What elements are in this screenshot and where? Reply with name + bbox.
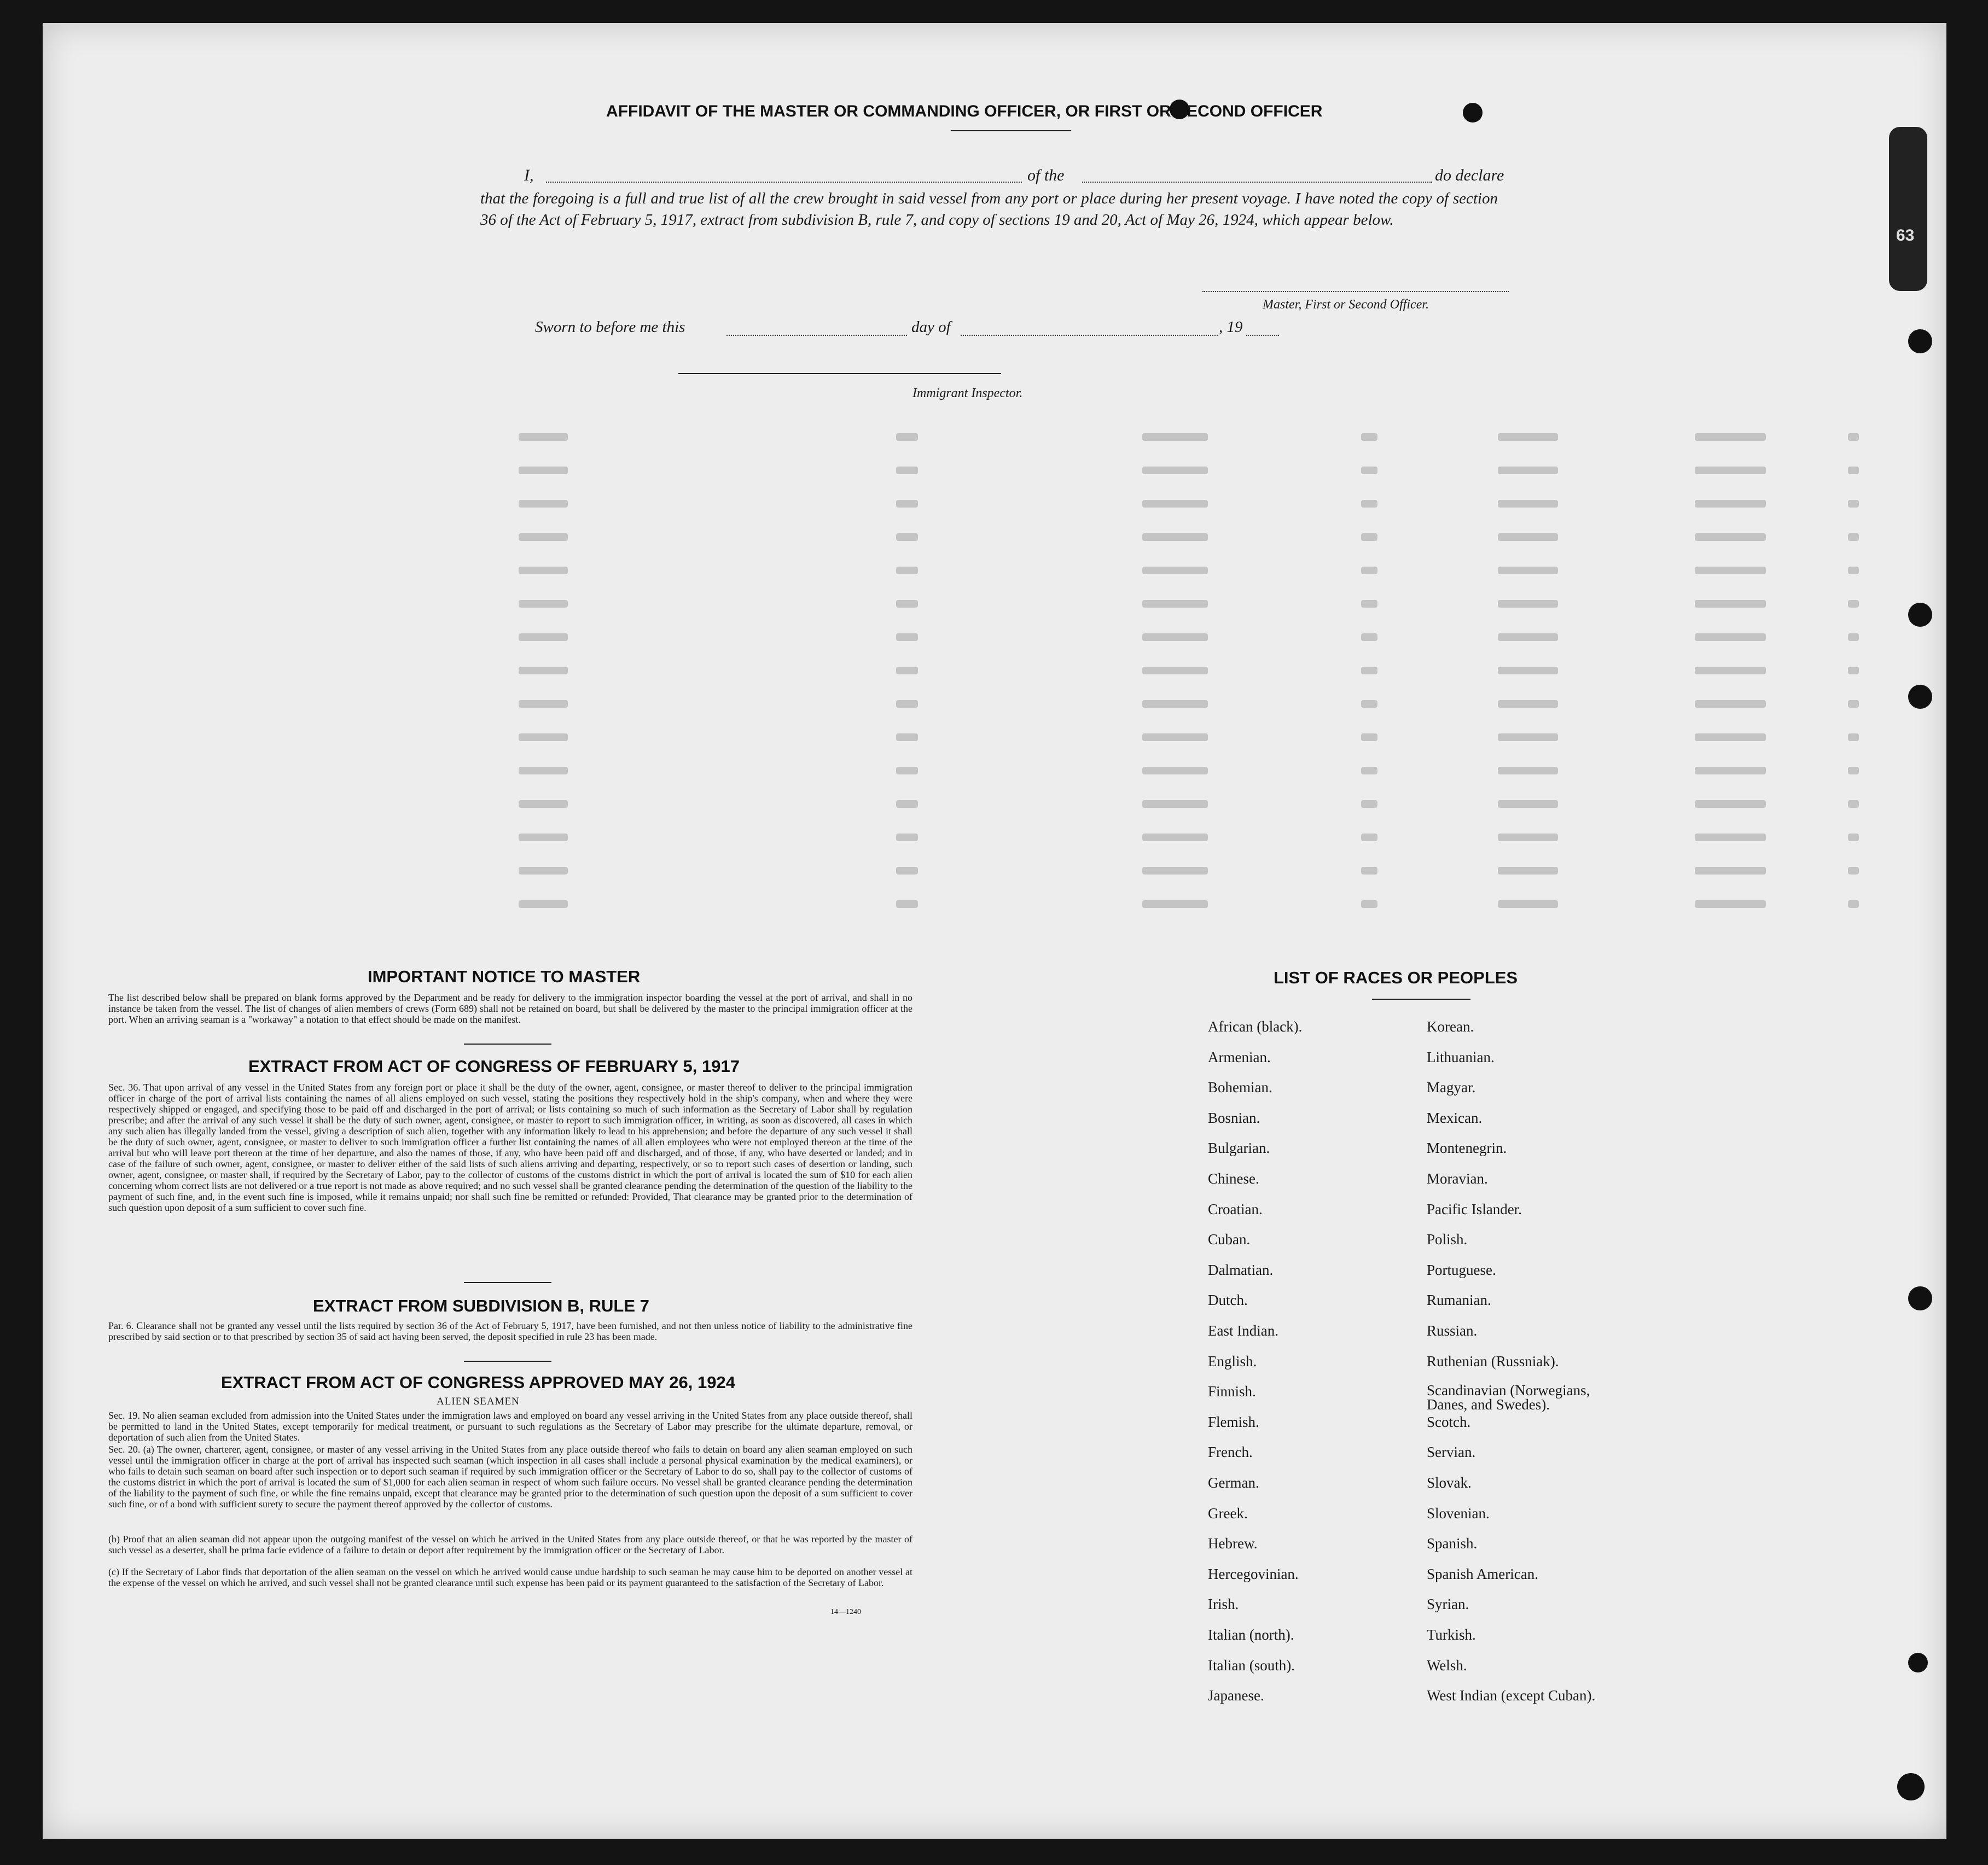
- punch-hole: [1908, 1286, 1932, 1310]
- bleed-through-mark: [519, 800, 568, 808]
- bleed-through-mark: [1695, 533, 1766, 541]
- bleed-through-mark: [519, 667, 568, 674]
- bleed-through-mark: [519, 567, 568, 574]
- race-item: Montenegrin.: [1427, 1140, 1507, 1157]
- notice-rule: [464, 1044, 551, 1045]
- bleed-through-mark: [896, 700, 918, 708]
- master-signature-field[interactable]: [1202, 291, 1509, 292]
- bleed-through-mark: [519, 834, 568, 841]
- bleed-through-mark: [519, 900, 568, 908]
- race-item: Hebrew.: [1208, 1535, 1258, 1552]
- bleed-through-mark: [1361, 433, 1377, 441]
- bleed-through-mark: [1361, 600, 1377, 608]
- page-number: 63: [1896, 226, 1915, 244]
- bleed-through-mark: [1695, 667, 1766, 674]
- bleed-through-mark: [1848, 867, 1859, 875]
- bleed-through-mark: [519, 767, 568, 774]
- bleed-through-mark: [1695, 467, 1766, 474]
- bleed-through-mark: [1142, 467, 1208, 474]
- bleed-through-mark: [1695, 433, 1766, 441]
- race-item: Italian (north).: [1208, 1627, 1294, 1643]
- bleed-through-mark: [1361, 800, 1377, 808]
- bleed-through-mark: [1498, 900, 1558, 908]
- form-number: 14—1240: [830, 1608, 861, 1616]
- race-item: French.: [1208, 1444, 1253, 1461]
- race-item: Bohemian.: [1208, 1079, 1272, 1096]
- bleed-through-mark: [1695, 600, 1766, 608]
- race-item: Slovenian.: [1427, 1505, 1490, 1522]
- race-item: Ruthenian (Russniak).: [1427, 1353, 1559, 1369]
- rule7-title: EXTRACT FROM SUBDIVISION B, RULE 7: [313, 1296, 649, 1315]
- bleed-through-mark: [1695, 767, 1766, 774]
- bleed-through-mark: [896, 467, 918, 474]
- race-item: Hercegovinian.: [1208, 1565, 1299, 1582]
- bleed-through-mark: [1695, 733, 1766, 741]
- bleed-through-mark: [1361, 567, 1377, 574]
- bleed-through-mark: [519, 700, 568, 708]
- races-rule: [1372, 999, 1470, 1000]
- bleed-through-mark: [1361, 900, 1377, 908]
- bleed-through-mark: [1498, 567, 1558, 574]
- bleed-through-mark: [1142, 900, 1208, 908]
- bleed-through-mark: [1142, 567, 1208, 574]
- race-item: English.: [1208, 1353, 1257, 1369]
- race-item: Dutch.: [1208, 1292, 1248, 1309]
- bleed-through-mark: [1848, 600, 1859, 608]
- race-item: Dalmatian.: [1208, 1261, 1274, 1278]
- document-sheet: [43, 23, 1946, 1839]
- bleed-through-mark: [1848, 567, 1859, 574]
- master-signature-label: Master, First or Second Officer.: [1263, 298, 1429, 312]
- punch-hole: [1908, 603, 1932, 627]
- act1917-body: Sec. 36. That upon arrival of any vessel in the United States from any foreign port or place it shall be the duty of the owner, agent, consignee, or master thereof to deliver to the principal immigration officer in charge of the port of arrival lists containing the names of all aliens employed on such vessel, stating the positions they respectively hold in the ship's company, when and where they were respectively shipped or engaged, and specifying those to be paid off and discharged in the port of arrival; or lists containing so much of such information as the Secretary of Labor shall by regulation prescribe; and after the arrival of any such vessel it shall be the duty of such owner, agent, consignee, or master to report to such immigration officer, in writing, as soon as discovered, all cases in which any such alien has illegally landed from the vessel, giving a description of such alien, together with any information likely to lead to his apprehension; and before the departure of any such vessel it shall be the duty of such owner, agent, consignee, or master to deliver to such immigration officer a further list containing the names of all alien employees who were not employed thereon at the time of the arrival but who will leave port thereon at the time of her departure, and also the names of those, if any, who have been paid off and discharged, and of those, if any, who have deserted or landed; and in case of the failure of such owner, agent, consignee, or master to deliver either of the said lists of such aliens arriving and departing, respectively, or so to report such cases of desertion or landing, such owner, agent, consignee, or master shall, if required by the Secretary of Labor, pay to the collector of customs of the customs district in which the port of arrival is located the sum of $10 for each alien concerning whom correct lists are not delivered or a true report is not made as above required; and no such vessel shall be granted clearance pending the determination of the question of the liability to the payment of such fine, and, in the event such fine is imposed, while it remains unpaid; nor shall such fine be remitted or refunded: Provided, That clearance may be granted prior to the determination of such question upon deposit of a sum sufficient to cover such fine.: [108, 1082, 912, 1213]
- race-item: Chinese.: [1208, 1170, 1259, 1187]
- act1924-sec20a: Sec. 20. (a) The owner, charterer, agent, consignee, or master of any vessel arriving in the United States from any place outside thereof who fails to detain on board any alien seaman employed on such vessel until the immigration officer in charge at the port of arrival has inspected such seaman (which inspection in all cases shall include a personal physical examination by the medical examiners), or who fails to detain such seaman on board after such inspection or to deport such seaman if required by such immigration officer or the Secretary of Labor to do so, shall pay to the collector of customs of the customs district in which the port of arrival is located the sum of $1,000 for each alien seaman in respect of whom such failure occurs. No vessel shall be granted clearance pending the determination of the liability to the payment of such fine, or while the fine remains unpaid, except that clearance may be granted prior to the determination of such question upon the deposit of a sum sufficient to cover such fine, or of a bond with sufficient surety to secure the payment thereof approved by the collector of customs.: [108, 1444, 912, 1510]
- bleed-through-mark: [1695, 700, 1766, 708]
- bleed-through-mark: [1695, 567, 1766, 574]
- affidavit-title: AFFIDAVIT OF THE MASTER OR COMMANDING OFFICER, OR FIRST OR SECOND OFFICER: [606, 102, 1323, 120]
- race-item: Finnish.: [1208, 1383, 1256, 1400]
- bleed-through-mark: [896, 567, 918, 574]
- race-item: Moravian.: [1427, 1170, 1488, 1187]
- sworn-label: Sworn to before me this: [535, 318, 685, 336]
- race-item: Korean.: [1427, 1018, 1474, 1035]
- bleed-through-mark: [1498, 667, 1558, 674]
- bleed-through-mark: [1142, 533, 1208, 541]
- bleed-through-mark: [1142, 433, 1208, 441]
- bleed-through-mark: [1142, 834, 1208, 841]
- bleed-through-mark: [896, 533, 918, 541]
- bleed-through-mark: [1361, 733, 1377, 741]
- rule7-body: Par. 6. Clearance shall not be granted any vessel until the lists required by section 36 of the Act of February 5, 1917, have been furnished, and not then unless notice of liability to the administrative fine prescribed by said section or to that prescribed by section 35 of said act having been served, the deposit specified in rule 23 has been made.: [108, 1320, 912, 1342]
- race-item: Mexican.: [1427, 1109, 1483, 1126]
- punch-hole: [1908, 1653, 1928, 1672]
- bleed-through-mark: [896, 733, 918, 741]
- race-item: Polish.: [1427, 1231, 1468, 1248]
- bleed-through-mark: [1848, 834, 1859, 841]
- sworn-month-label: day of: [911, 318, 951, 336]
- act1917-title: EXTRACT FROM ACT OF CONGRESS OF FEBRUARY 5, 1917: [248, 1057, 740, 1076]
- punch-hole: [1463, 103, 1483, 123]
- race-item: Scotch.: [1427, 1413, 1471, 1430]
- notice-body: The list described below shall be prepared on blank forms approved by the Department and be ready for delivery to the immigration inspector boarding the vessel at the port of arrival, and shall in no instance be taken from the vessel. The list of changes of alien members of crews (Form 689) shall not be retained on board, but shall be delivered by the master to the principal immigration officer at the port. When an arriving seaman is a "workaway" a notation to that effect should be made on the manifest.: [108, 992, 912, 1025]
- bleed-through-mark: [1848, 433, 1859, 441]
- bleed-through-mark: [1695, 834, 1766, 841]
- bleed-through-mark: [1498, 700, 1558, 708]
- bleed-through-mark: [519, 433, 568, 441]
- act1917-rule: [464, 1282, 551, 1283]
- bleed-through-mark: [1142, 633, 1208, 641]
- race-item: Slovak.: [1427, 1474, 1472, 1491]
- affidavit-body: that the foregoing is a full and true list of all the crew brought in said vessel from any port or place during her present voyage. I have noted the copy of section 36 of the Act of February 5, 1917, extract from subdivision B, rule 7, and copy of sections 19 and 20, Act of May 26, 1924, which appear below.: [480, 190, 1498, 229]
- race-item: Italian (south).: [1208, 1657, 1295, 1674]
- bleed-through-mark: [1848, 700, 1859, 708]
- bleed-through-mark: [896, 834, 918, 841]
- bleed-through-mark: [1361, 533, 1377, 541]
- bleed-through-mark: [1361, 467, 1377, 474]
- race-item: East Indian.: [1208, 1322, 1278, 1339]
- bleed-through-mark: [1142, 500, 1208, 508]
- bleed-through-mark: [896, 900, 918, 908]
- vessel-of-label: of the: [1027, 166, 1065, 184]
- bleed-through-mark: [896, 600, 918, 608]
- race-item: Servian.: [1427, 1444, 1476, 1461]
- race-item: Turkish.: [1427, 1627, 1476, 1643]
- punch-hole: [1908, 329, 1932, 353]
- bleed-through-mark: [1498, 867, 1558, 875]
- bleed-through-mark: [519, 600, 568, 608]
- race-item: Lithuanian.: [1427, 1048, 1495, 1065]
- bleed-through-mark: [519, 500, 568, 508]
- bleed-through-mark: [896, 767, 918, 774]
- bleed-through-mark: [896, 800, 918, 808]
- bleed-through-mark: [1142, 600, 1208, 608]
- act1924-sec20b: (b) Proof that an alien seaman did not appear upon the outgoing manifest of the vessel on which he arrived in the United States from any place outside thereof, or that he was reported by the master of such vessel as a deserter, shall be prima facie evidence of a failure to detain or deport after requirement by the immigration officer or the Secretary of Labor.: [108, 1534, 912, 1555]
- bleed-through-mark: [519, 733, 568, 741]
- rule7-rule: [464, 1361, 551, 1362]
- race-item: West Indian (except Cuban).: [1427, 1687, 1596, 1704]
- race-item: Bulgarian.: [1208, 1140, 1270, 1157]
- bleed-through-mark: [1695, 500, 1766, 508]
- bleed-through-mark: [1361, 867, 1377, 875]
- bleed-through-mark: [896, 500, 918, 508]
- race-item: Welsh.: [1427, 1657, 1467, 1674]
- affidavit-title-rule: [951, 130, 1071, 131]
- bleed-through-mark: [1361, 767, 1377, 774]
- bleed-through-mark: [896, 633, 918, 641]
- bleed-through-mark: [1498, 800, 1558, 808]
- notice-title: IMPORTANT NOTICE TO MASTER: [368, 967, 641, 986]
- punch-hole: [1908, 685, 1932, 709]
- bleed-through-mark: [1498, 733, 1558, 741]
- bleed-through-mark: [1498, 633, 1558, 641]
- sworn-day-field[interactable]: [726, 335, 907, 336]
- bleed-through-mark: [1361, 500, 1377, 508]
- race-item: Flemish.: [1208, 1413, 1259, 1430]
- bleed-through-mark: [1142, 800, 1208, 808]
- bleed-through-mark: [519, 467, 568, 474]
- race-item: Magyar.: [1427, 1079, 1476, 1096]
- bleed-through-mark: [1848, 767, 1859, 774]
- race-item: Cuban.: [1208, 1231, 1251, 1248]
- bleed-through-mark: [1498, 533, 1558, 541]
- bleed-through-mark: [1142, 867, 1208, 875]
- race-item: Greek.: [1208, 1505, 1248, 1522]
- race-item: Croatian.: [1208, 1200, 1263, 1217]
- bleed-through-mark: [896, 867, 918, 875]
- race-item: Bosnian.: [1208, 1109, 1260, 1126]
- bleed-through-mark: [1848, 733, 1859, 741]
- bleed-through-mark: [1498, 500, 1558, 508]
- bleed-through-mark: [519, 533, 568, 541]
- bleed-through-mark: [1695, 867, 1766, 875]
- sworn-year-field[interactable]: [1246, 335, 1279, 336]
- bleed-through-mark: [1848, 900, 1859, 908]
- act1924-subtitle: ALIEN SEAMEN: [437, 1396, 520, 1407]
- races-title: LIST OF RACES OR PEOPLES: [1274, 968, 1518, 987]
- race-item: Japanese.: [1208, 1687, 1264, 1704]
- bleed-through-mark: [1142, 667, 1208, 674]
- race-item: African (black).: [1208, 1018, 1303, 1035]
- race-item: Russian.: [1427, 1322, 1478, 1339]
- bleed-through-mark: [1695, 900, 1766, 908]
- sworn-year-label: , 19: [1219, 318, 1243, 336]
- race-item: Spanish American.: [1427, 1565, 1538, 1582]
- vessel-name-field[interactable]: [1082, 182, 1432, 183]
- race-item: Portuguese.: [1427, 1261, 1496, 1278]
- bleed-through-mark: [1142, 733, 1208, 741]
- race-item: Spanish.: [1427, 1535, 1478, 1552]
- binding-tape: [1889, 127, 1927, 291]
- bleed-through-mark: [1498, 834, 1558, 841]
- race-item: Irish.: [1208, 1596, 1239, 1613]
- inspector-signature-field[interactable]: [678, 373, 1001, 374]
- bleed-through-mark: [1361, 633, 1377, 641]
- act1924-sec19: Sec. 19. No alien seaman excluded from admission into the United States under the immigration laws and employed on board any vessel arriving in the United States from any place outside thereof, shall be permitted to land in the United States, except temporarily for medical treatment, or pursuant to such regulations as the Secretary of Labor may prescribe for the ultimate departure, removal, or deportation of such alien from the United States.: [108, 1410, 912, 1443]
- bleed-through-mark: [1361, 700, 1377, 708]
- bleed-through-mark: [1361, 834, 1377, 841]
- declare-label: do declare: [1435, 166, 1504, 184]
- bleed-through-mark: [896, 433, 918, 441]
- bleed-through-mark: [1695, 633, 1766, 641]
- declarant-name-field[interactable]: [546, 182, 1022, 183]
- sworn-month-field[interactable]: [961, 335, 1218, 336]
- declarant-prefix: I,: [524, 166, 534, 184]
- bleed-through-mark: [896, 667, 918, 674]
- bleed-through-mark: [1695, 800, 1766, 808]
- bleed-through-mark: [1848, 533, 1859, 541]
- bleed-through-mark: [1848, 500, 1859, 508]
- act1924-sec20c: (c) If the Secretary of Labor finds that deportation of the alien seaman on the vessel on which he arrived would cause undue hardship to such seaman he may cause him to be deported on another vessel at the expense of the vessel on which he arrived, and such vessel shall not be granted clearance until such expense has been paid or its payment guaranteed to the satisfaction of the Secretary of Labor.: [108, 1566, 912, 1588]
- bleed-through-mark: [1361, 667, 1377, 674]
- bleed-through-mark: [1498, 433, 1558, 441]
- race-item: German.: [1208, 1474, 1259, 1491]
- race-item: Pacific Islander.: [1427, 1200, 1522, 1217]
- race-item: Scandinavian (Norwegians, Danes, and Swedes).: [1427, 1382, 1590, 1413]
- bleed-through-mark: [1848, 800, 1859, 808]
- bleed-through-mark: [1142, 767, 1208, 774]
- bleed-through-mark: [519, 867, 568, 875]
- act1924-title: EXTRACT FROM ACT OF CONGRESS APPROVED MAY 26, 1924: [221, 1373, 735, 1392]
- race-item: Syrian.: [1427, 1596, 1469, 1613]
- bleed-through-mark: [1498, 467, 1558, 474]
- bleed-through-mark: [1498, 767, 1558, 774]
- bleed-through-mark: [1848, 667, 1859, 674]
- race-item: Armenian.: [1208, 1048, 1271, 1065]
- bleed-through-mark: [519, 633, 568, 641]
- bleed-through-mark: [1848, 633, 1859, 641]
- punch-hole: [1897, 1773, 1925, 1800]
- bleed-through-mark: [1498, 600, 1558, 608]
- bleed-through-mark: [1848, 467, 1859, 474]
- race-item: Rumanian.: [1427, 1292, 1491, 1309]
- bleed-through-mark: [1142, 700, 1208, 708]
- inspector-label: Immigrant Inspector.: [912, 386, 1023, 400]
